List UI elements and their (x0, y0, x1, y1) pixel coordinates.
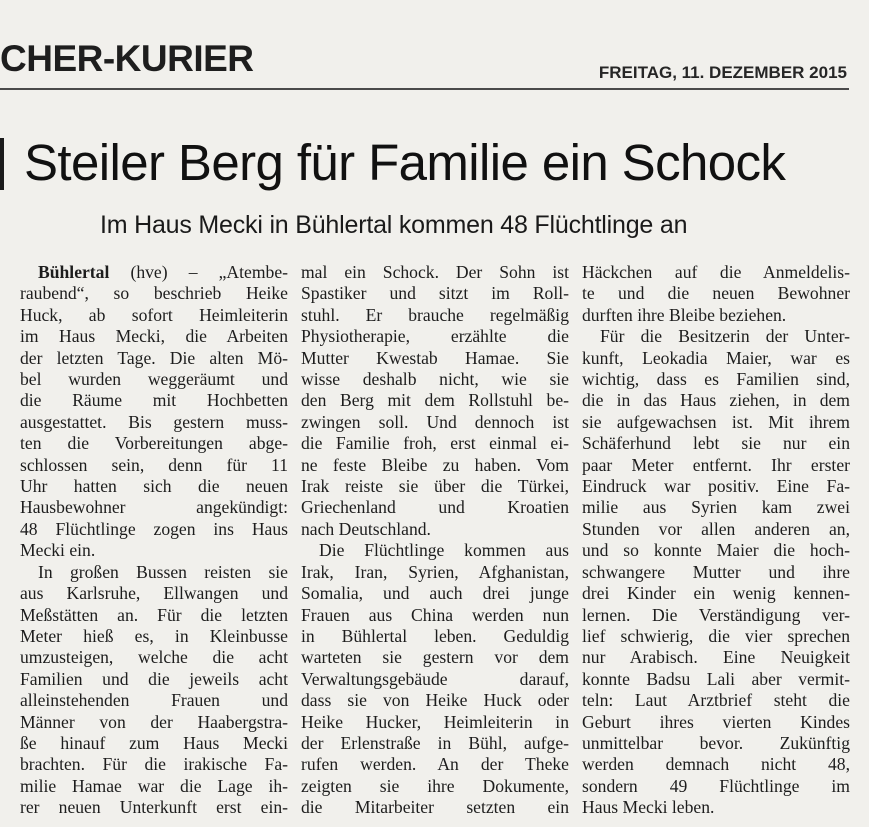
text-line: sondern 49 Flüchtlinge im (582, 775, 850, 796)
text-line: Die Flüchtlinge kommen aus (319, 540, 569, 561)
text-line: der Erlenstraße in Bühl, aufge- (301, 732, 569, 753)
text-line: nur Arabisch. Eine Neuigkeit (582, 647, 850, 668)
text-line: Huck, ab sofort Heimleiterin (20, 304, 288, 325)
text-line: schlossen sein, denn für 11 (20, 454, 288, 475)
text-line: 48 Flüchtlinge zogen ins Haus (20, 518, 288, 539)
text-line: warteten sie gestern vor dem (301, 647, 569, 668)
text-line: werden demnach nicht 48, (582, 754, 850, 775)
article-column-1 (20, 262, 288, 819)
text-line: Stunden vor allen anderen an, (582, 518, 850, 539)
newspaper-masthead: CHER-KURIER (0, 38, 254, 79)
article-column-3 (582, 262, 850, 819)
text-line: die Mitarbeiter setzten ein (301, 797, 569, 818)
text-line: milie Hamae war die Lage ih- (20, 775, 288, 796)
text-line: wisse deshalb nicht, wie sie (301, 369, 569, 390)
text-line: milie aus Syrien kam zwei (582, 497, 850, 518)
text-line: ne feste Bleibe zu haben. Vom (301, 454, 569, 475)
text-line: Physiotherapie, erzählte die (301, 326, 569, 347)
text-line: rer neuen Unterkunft erst ein- (20, 797, 288, 818)
text-line: te und die neuen Bewohner (582, 283, 850, 304)
text-line: ausgestattet. Bis gestern muss- (20, 411, 288, 432)
text-line: aus Karlsruhe, Ellwangen und (20, 583, 288, 604)
headline-bar (0, 138, 4, 190)
text-line: die in das Haus ziehen, in dem (582, 390, 850, 411)
masthead-rule (0, 88, 849, 90)
text-line: zwingen soll. Und dennoch ist (301, 411, 569, 432)
text-line: Häckchen auf die Anmeldelis- (582, 262, 850, 282)
text-line: dass sie von Heike Huck oder (301, 690, 569, 711)
text-line: im Haus Mecki, die Arbeiten (20, 326, 288, 347)
text-line: raubend“, so beschrieb Heike (20, 283, 288, 304)
text-line: lernen. Die Verständigung ver- (582, 604, 850, 625)
text-line: brachten. Für die irakische Fa- (20, 754, 288, 775)
text-line: Für die Besitzerin der Unter- (600, 326, 850, 347)
dateline-place: Bühlertal (38, 262, 110, 282)
text-line: Haus Mecki leben. (582, 797, 715, 818)
text-line: der letzten Tage. Die alten Mö- (20, 347, 288, 368)
text-line: sie aufgewachsen ist. Mit ihrem (582, 411, 850, 432)
article-column-2 (301, 262, 569, 819)
text-line: Geburt ihres vierten Kindes (582, 711, 850, 732)
text-line: ten die Vorbereitungen abge- (20, 433, 288, 454)
text-line: Spastiker und sitzt im Roll- (301, 283, 569, 304)
text-line: Mecki ein. (20, 540, 96, 561)
text-line: die Familie froh, erst einmal ei- (301, 433, 569, 454)
text-line: stuhl. Er brauche regelmäßig (301, 304, 569, 325)
text-line: umzusteigen, welche die acht (20, 647, 288, 668)
text-line: Irak reiste sie über die Türkei, (301, 476, 569, 497)
text-line: in Bühlertal leben. Geduldig (301, 625, 569, 646)
text-line: schwangere Mutter und ihre (582, 561, 850, 582)
text-line: paar Meter entfernt. Ihr erster (582, 454, 850, 475)
dateline (20, 262, 288, 283)
text-line: Hausbewohner angekündigt: (20, 497, 288, 518)
text-line: Familien und die jeweils acht (20, 668, 288, 689)
text-line: bel wurden weggeräumt und (20, 369, 288, 390)
text-line: lief schwierig, die vier sprechen (582, 625, 850, 646)
text-line: kunft, Leokadia Maier, war es (582, 347, 850, 368)
text-line: zeigten sie ihre Dokumente, (301, 775, 569, 796)
text-line: die Räume mit Hochbetten (20, 390, 288, 411)
text-line: alleinstehenden Frauen und (20, 690, 288, 711)
text-line: Meter hieß es, in Kleinbusse (20, 625, 288, 646)
text-line: In großen Bussen reisten sie (38, 561, 288, 582)
text-line: Meßstätten an. Für die letzten (20, 604, 288, 625)
text-line: durften ihre Bleibe beziehen. (582, 304, 787, 325)
text-line: unmittelbar bevor. Zukünftig (582, 732, 850, 753)
dateline-text: (hve) – „Atembe- (109, 262, 288, 282)
text-line: rufen werden. An der Theke (301, 754, 569, 775)
text-line: Verwaltungsgebäude darauf, (301, 668, 569, 689)
text-line: mal ein Schock. Der Sohn ist (301, 262, 569, 282)
text-line: nach Deutschland. (301, 518, 431, 539)
article-subheadline: Im Haus Mecki in Bühlertal kommen 48 Flüchtlinge an (100, 211, 688, 239)
text-line: wichtig, dass es Familien sind, (582, 369, 850, 390)
text-line: konnte Badsu Lali aber vermit- (582, 668, 850, 689)
text-line: ße hinauf zum Haus Mecki (20, 732, 288, 753)
text-line: Schäferhund lebt sie nur ein (582, 433, 850, 454)
article-headline: Steiler Berg für Familie ein Schock (24, 134, 786, 191)
text-line: den Berg mit dem Rollstuhl be- (301, 390, 569, 411)
text-line: Frauen aus China werden nun (301, 604, 569, 625)
text-line: Irak, Iran, Syrien, Afghanistan, (301, 561, 569, 582)
text-line: und so konnte Maier die hoch- (582, 540, 850, 561)
text-line: teln: Laut Arztbrief steht die (582, 690, 850, 711)
text-line: Uhr hatten sich die neuen (20, 476, 288, 497)
text-line: Eindruck war positiv. Eine Fa- (582, 476, 850, 497)
text-line: Männer von der Haabergstra- (20, 711, 288, 732)
text-line: Heike Hucker, Heimleiterin in (301, 711, 569, 732)
issue-date: FREITAG, 11. DEZEMBER 2015 (598, 63, 847, 82)
text-line: Somalia, und auch drei junge (301, 583, 569, 604)
text-line: Griechenland und Kroatien (301, 497, 569, 518)
text-line: drei Kinder ein wenig kennen- (582, 583, 850, 604)
text-line: Mutter Kwestab Hamae. Sie (301, 347, 569, 368)
